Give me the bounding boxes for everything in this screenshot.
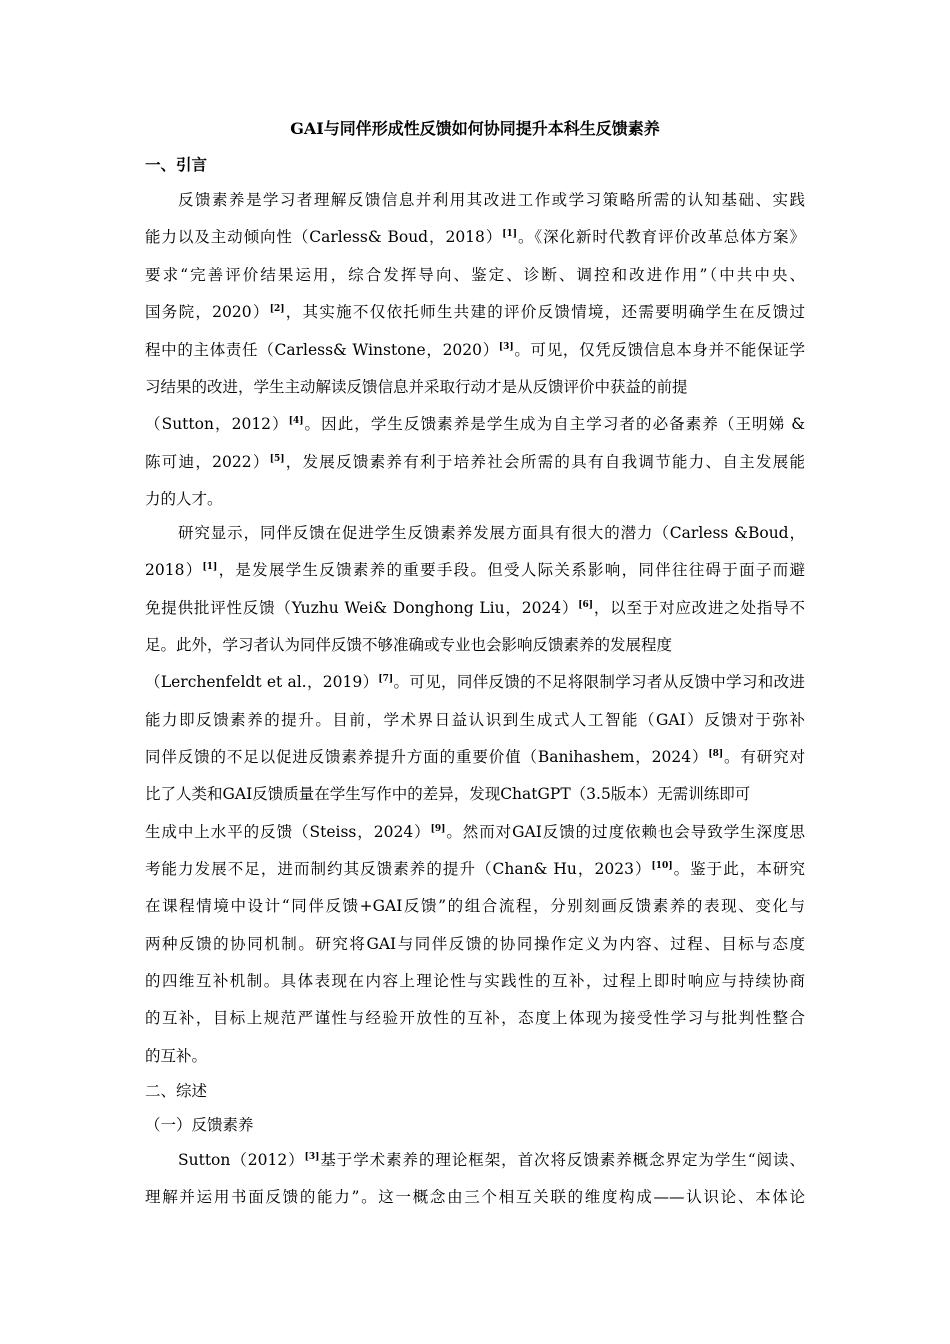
section-heading-review: 二、综述 [145, 1082, 208, 1100]
text-line: 的四维互补机制。具体表现在内容上理论性与实践性的互补，过程上即时响应与持续协商 [145, 972, 805, 990]
text-line: （Sutton，2012）[4]。因此，学生反馈素养是学生成为自主学习者的必备素养（王明娣 & [145, 415, 805, 433]
citation-marker: [2] [269, 304, 285, 314]
text-line: 陈可迪，2022）[5]，发展反馈素养有利于培养社会所需的具有自我调节能力、自主发展能 [145, 453, 805, 471]
citation-marker: [9] [430, 824, 446, 834]
paper-title: GAI与同伴形成性反馈如何协同提升本科生反馈素养 [290, 119, 660, 138]
text-line: 研究显示，同伴反馈在促进学生反馈素养发展方面具有很大的潜力（Carless &Boud， [178, 524, 805, 542]
citation-marker: [1] [502, 229, 518, 239]
text-line: 能力以及主动倾向性（Carless& Boud，2018）[1]。《深化新时代教育评价改革总体方案》 [145, 228, 805, 246]
text-line: （Lerchenfeldt et al.，2019）[7]。可见，同伴反馈的不足将限制学习者从反馈中学习和改进 [145, 673, 805, 691]
text-line: 生成中上水平的反馈（Steiss，2024）[9]。然而对GAI反馈的过度依赖也会导致学生深度思 [145, 823, 805, 841]
text-line: 能力即反馈素养的提升。目前，学术界日益认识到生成式人工智能（GAI）反馈对于弥补 [145, 711, 805, 729]
text-line: 足。此外，学习者认为同伴反馈不够准确或专业也会影响反馈素养的发展程度 [145, 636, 673, 654]
citation-marker: [7] [378, 674, 394, 684]
text-line: 两种反馈的协同机制。研究将GAI与同伴反馈的协同操作定义为内容、过程、目标与态度 [145, 935, 805, 953]
text-line: 免提供批评性反馈（Yuzhu Wei& Donghong Liu，2024）[6]，以至于对应改进之处指导不 [145, 599, 805, 617]
citation-marker: [5] [269, 454, 285, 464]
text-line: 比了人类和GAI反馈质量在学生写作中的差异，发现ChatGPT（3.5版本）无需训练即可 [145, 785, 751, 803]
citation-marker: [1] [202, 562, 218, 572]
text-line: 程中的主体责任（Carless& Winstone，2020）[3]。可见，仅凭反馈信息本身并不能保证学 [145, 341, 805, 359]
text-line: 同伴反馈的不足以促进反馈素养提升方面的重要价值（Banihashem，2024）[8]。有研究对 [145, 748, 805, 766]
subsection-heading-feedback-literacy: （一）反馈素养 [145, 1116, 254, 1134]
section-heading-intro: 一、引言 [145, 155, 208, 174]
text-line: 反馈素养是学习者理解反馈信息并利用其改进工作或学习策略所需的认知基础、实践 [178, 191, 805, 209]
text-line: 要求“完善评价结果运用，综合发挥导向、鉴定、诊断、调控和改进作用”（中共中央、 [145, 266, 805, 284]
text-line: 在课程情境中设计“同伴反馈+GAI反馈”的组合流程，分别刻画反馈素养的表现、变化与 [145, 897, 805, 915]
citation-marker: [8] [708, 749, 724, 759]
citation-marker: [3] [304, 1152, 320, 1162]
citation-marker: [10] [651, 861, 673, 871]
text-line: 的互补。 [145, 1047, 208, 1065]
text-line: 习结果的改进，学生主动解读反馈信息并采取行动才是从反馈评价中获益的前提 [145, 378, 688, 396]
citation-marker: [4] [288, 416, 304, 426]
text-line: 国务院，2020）[2]，其实施不仅依托师生共建的评价反馈情境，还需要明确学生在反馈过 [145, 303, 805, 321]
text-line: 考能力发展不足，进而制约其反馈素养的提升（Chan& Hu，2023）[10]。鉴于此，本研究 [145, 860, 805, 878]
citation-marker: [6] [578, 600, 594, 610]
text-line: 的互补，目标上规范严谨性与经验开放性的互补，态度上体现为接受性学习与批判性整合 [145, 1009, 805, 1027]
text-line: 力的人才。 [145, 490, 223, 508]
citation-marker: [3] [498, 342, 514, 352]
text-line: 理解并运用书面反馈的能力”。这一概念由三个相互关联的维度构成——认识论、本体论 [145, 1188, 805, 1206]
text-line: Sutton（2012）[3]基于学术素养的理论框架，首次将反馈素养概念界定为学生“阅读、 [178, 1151, 805, 1169]
text-line: 2018）[1]，是发展学生反馈素养的重要手段。但受人际关系影响，同伴往往碍于面子而避 [145, 561, 805, 579]
